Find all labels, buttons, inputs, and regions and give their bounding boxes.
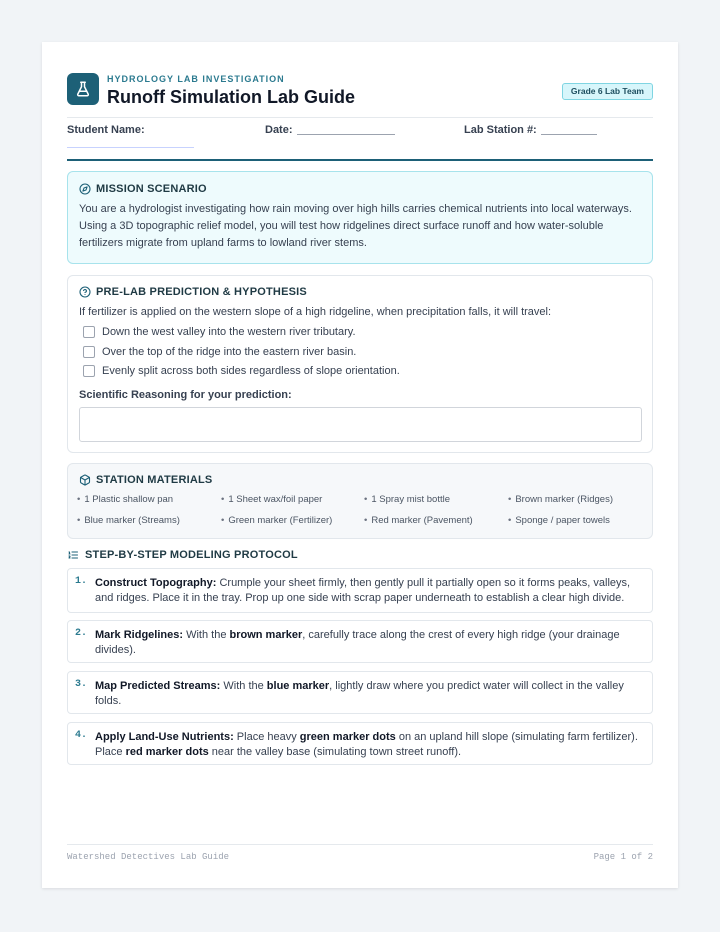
prediction-option[interactable]	[83, 365, 400, 377]
prediction-option[interactable]	[83, 346, 356, 358]
option-label: Evenly split across both sides regardless of slope orientation.	[102, 365, 400, 377]
student-name-field[interactable]	[67, 124, 145, 136]
material-item: • 1 Spray mist bottle	[364, 494, 450, 505]
material-item: • Red marker (Pavement)	[364, 515, 473, 526]
mission-scenario-box	[67, 171, 653, 264]
mission-heading	[79, 183, 207, 195]
step-text	[95, 730, 647, 759]
step-title: Apply Land-Use Nutrients:	[95, 731, 234, 743]
step-title: Map Predicted Streams:	[95, 680, 221, 692]
help-circle-icon	[79, 286, 91, 298]
prelab-heading	[79, 286, 307, 298]
flask-icon	[67, 73, 99, 105]
mission-heading-text: MISSION SCENARIO	[96, 183, 207, 195]
page-number: Page 1 of 2	[593, 852, 653, 862]
student-name-label: Student Name:	[67, 124, 145, 136]
protocol-step	[67, 620, 653, 663]
protocol-step	[67, 568, 653, 613]
step-number: 4.	[75, 730, 88, 741]
step-body: Crumple your sheet firmly, then gently pull it partially open so it forms peaks, valleys, and ridges. Place it in the tray. Prop up one side with scrap paper underneath to establish a clear high divide.	[95, 577, 631, 604]
list-ordered-icon	[67, 549, 79, 561]
prelab-question: If fertilizer is applied on the western slope of a high ridgeline, when precipitation falls, it will travel:	[79, 306, 552, 318]
student-info-fields	[67, 124, 653, 150]
student-name-line[interactable]	[67, 147, 194, 148]
step-body: , lightly draw where you predict water will collect in the valley folds.	[95, 680, 624, 707]
step-body: near the valley base (simulating town street runoff).	[208, 745, 462, 758]
lab-station-field[interactable]	[464, 124, 597, 136]
protocol-heading	[67, 549, 298, 561]
option-label: Over the top of the ridge into the eastern river basin.	[102, 346, 357, 358]
materials-heading-text: STATION MATERIALS	[96, 474, 213, 486]
step-emphasis: red marker dots	[125, 745, 209, 758]
step-text	[95, 679, 647, 708]
material-item: • Sponge / paper towels	[508, 515, 610, 526]
date-line[interactable]	[297, 134, 395, 135]
page-subtitle: HYDROLOGY LAB INVESTIGATION	[107, 74, 285, 84]
page-content	[67, 42, 653, 888]
material-item: • Blue marker (Streams)	[77, 515, 180, 526]
prelab-heading-text: PRE-LAB PREDICTION & HYPOTHESIS	[96, 286, 307, 298]
option-checkbox[interactable]	[83, 326, 95, 338]
option-checkbox[interactable]	[83, 365, 95, 377]
lab-station-label: Lab Station #:	[464, 124, 537, 136]
protocol-step	[67, 671, 653, 714]
material-item: • Green marker (Fertilizer)	[221, 515, 332, 526]
material-item: • 1 Plastic shallow pan	[77, 494, 173, 505]
step-title: Construct Topography:	[95, 577, 217, 589]
box-icon	[79, 474, 91, 486]
step-title: Mark Ridgelines:	[95, 629, 184, 641]
step-body: With the	[220, 680, 267, 692]
station-materials-box	[67, 463, 653, 539]
step-body: With the	[183, 629, 230, 641]
step-number: 2.	[75, 628, 88, 639]
step-text	[95, 628, 647, 657]
prediction-option[interactable]	[83, 326, 356, 338]
lab-station-line[interactable]	[541, 134, 597, 135]
option-checkbox[interactable]	[83, 346, 95, 358]
page-title: Runoff Simulation Lab Guide	[107, 87, 355, 107]
step-body: Place heavy	[233, 731, 300, 743]
grade-badge: Grade 6 Lab Team	[562, 83, 653, 100]
footer-title: Watershed Detectives Lab Guide	[67, 852, 230, 862]
option-label: Down the west valley into the western river tributary.	[102, 326, 356, 338]
protocol-heading-text: STEP-BY-STEP MODELING PROTOCOL	[85, 549, 298, 561]
step-number: 3.	[75, 679, 88, 690]
material-item: • Brown marker (Ridges)	[508, 494, 613, 505]
step-body: on an upland hill slope (simulating farm fertilizer). Place	[95, 731, 638, 758]
step-number: 1.	[75, 576, 88, 587]
worksheet-page	[42, 42, 678, 888]
header-divider	[67, 117, 653, 118]
materials-heading	[79, 474, 212, 486]
protocol-step	[67, 722, 653, 765]
step-emphasis: blue marker	[266, 680, 330, 692]
footer-divider	[67, 844, 653, 845]
section-divider	[67, 159, 653, 161]
reasoning-input[interactable]	[79, 407, 642, 442]
mission-text: You are a hydrologist investigating how rain moving over high hills carries chemical nutrients into local waterways. Using a 3D topographic relief model, you will test how ridgelines direct surface runoff and how water-soluble fertilizers migrate from upland farms to lowland river stems.	[79, 203, 632, 249]
step-body: , carefully trace along the crest of every high ridge (your drainage divides).	[95, 629, 620, 656]
header	[67, 73, 653, 115]
step-emphasis: brown marker	[229, 629, 303, 641]
step-emphasis: green marker dots	[299, 731, 396, 743]
compass-icon	[79, 183, 91, 195]
step-text	[95, 576, 647, 605]
date-label: Date:	[265, 124, 293, 136]
reasoning-label: Scientific Reasoning for your prediction:	[79, 389, 292, 401]
date-field[interactable]	[265, 124, 395, 136]
prelab-box	[67, 275, 653, 453]
material-item: • 1 Sheet wax/foil paper	[221, 494, 322, 505]
